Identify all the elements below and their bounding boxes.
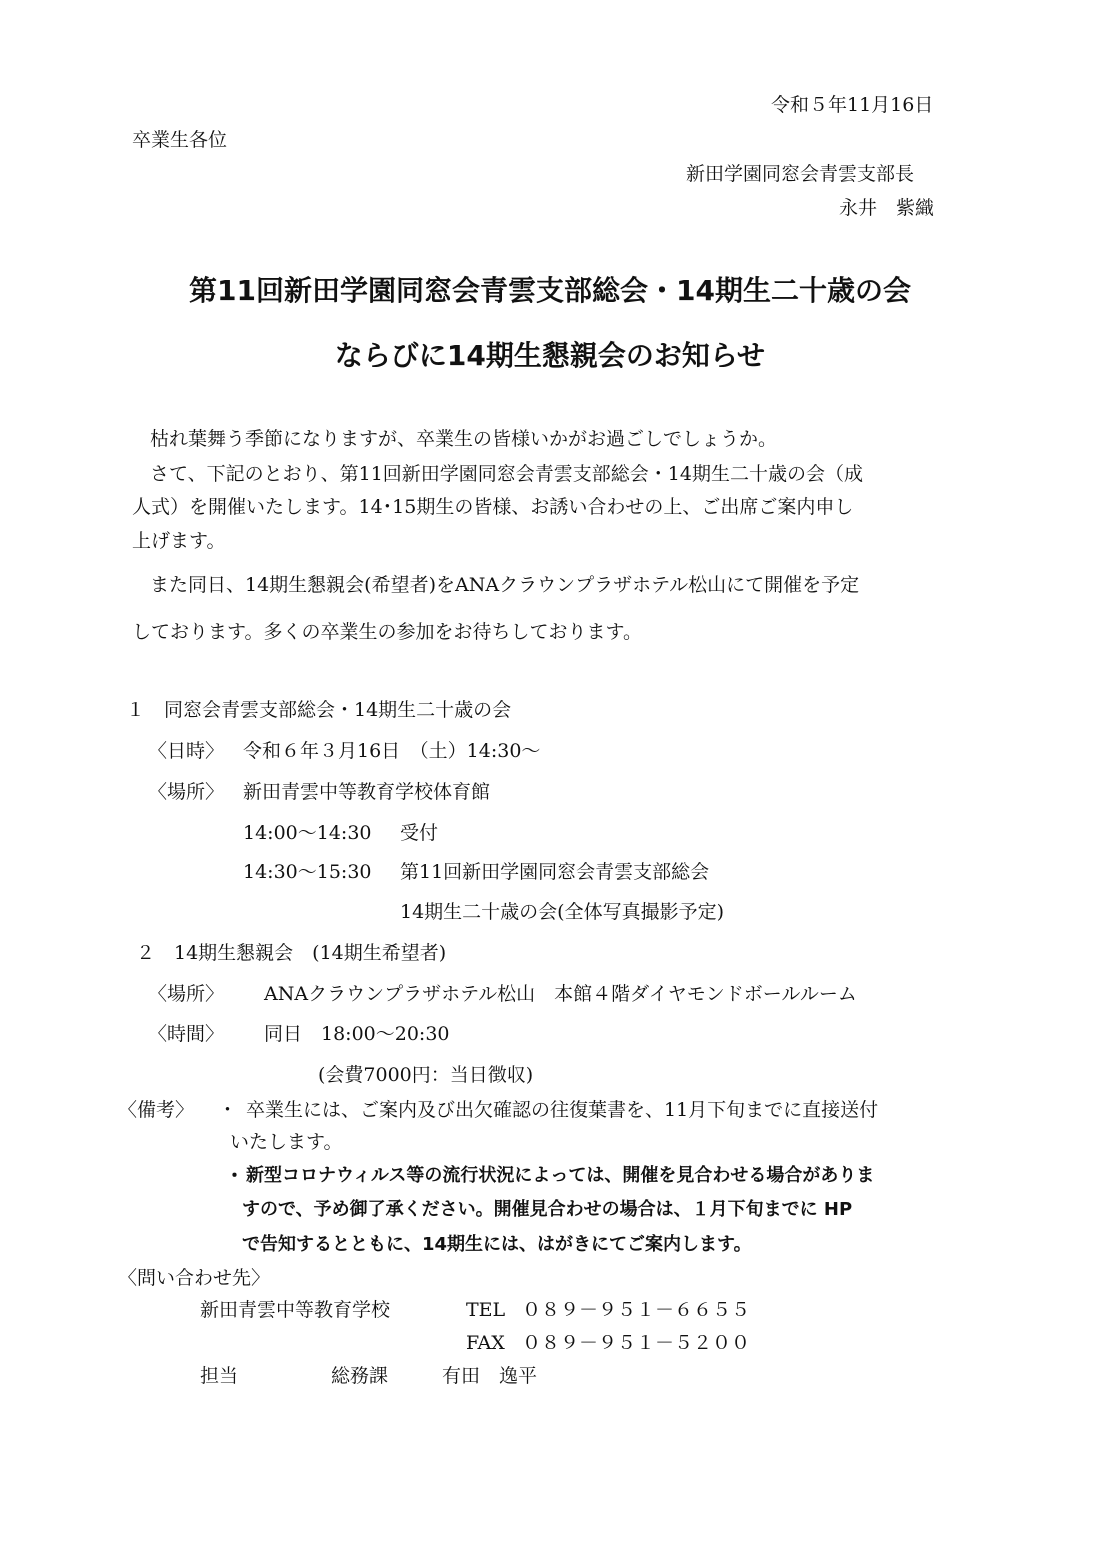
person-label: 担当 xyxy=(200,1365,239,1387)
party-place-value: ANAクラウンプラザホテル松山 本館４階ダイヤモンドボールルーム xyxy=(264,983,857,1005)
contact-label: 〈問い合わせ先〉 xyxy=(118,1267,271,1289)
schedule-time: 14:30～15:30 xyxy=(243,861,372,883)
sender-organization: 新田学園同窓会青雲支部長 xyxy=(686,163,915,185)
note-1-line-2: いたします。 xyxy=(230,1131,343,1153)
notes-label: 〈備考〉 xyxy=(118,1099,195,1121)
announcement-line-1: さて、下記のとおり、第11回新田学園同窓会青雲支部総会・14期生二十歳の会（成 xyxy=(150,463,863,485)
tel-label: TEL xyxy=(466,1299,506,1321)
party-line-2: しております。多くの卒業生の参加をお待ちしております。 xyxy=(132,621,642,643)
schedule-desc-continued: 14期生二十歳の会(全体写真撮影予定) xyxy=(400,901,725,923)
document-date: 令和５年11月16日 xyxy=(771,94,934,116)
bullet: ・ xyxy=(218,1099,238,1121)
fax-number: ０８９－９５１－５２００ xyxy=(522,1332,751,1354)
party-time-label: 〈時間〉 xyxy=(148,1023,225,1045)
schedule-desc: 受付 xyxy=(400,822,439,844)
datetime-label: 〈日時〉 xyxy=(148,740,225,762)
note-2-line-2: すので、予め御了承ください。開催見合わせの場合は、１月下旬までに HP xyxy=(242,1199,853,1220)
party-time-value: 同日 18:00～20:30 xyxy=(264,1023,450,1045)
datetime-value: 令和６年３月16日 （土）14:30～ xyxy=(243,740,541,762)
announcement-line-2: 人式）を開催いたします。14･15期生の皆様、お誘い合わせの上、ご出席ご案内申し xyxy=(132,496,854,518)
announcement-line-3: 上げます。 xyxy=(132,530,226,552)
tel-number: ０８９－９５１－６６５５ xyxy=(522,1299,751,1321)
place-label: 〈場所〉 xyxy=(148,781,225,803)
party-fee: (会費7000円：当日徴収) xyxy=(318,1064,534,1086)
sender-name: 永井 紫織 xyxy=(839,197,935,219)
note-2-line-1: 新型コロナウィルス等の流行状況によっては、開催を見合わせる場合がありま xyxy=(246,1165,875,1186)
schedule-time: 14:00～14:30 xyxy=(243,822,372,844)
contact-person: 有田 逸平 xyxy=(442,1365,538,1387)
greeting-paragraph: 枯れ葉舞う季節になりますが、卒業生の皆様いかがお過ごしでしょうか。 xyxy=(150,428,778,450)
fax-label: FAX xyxy=(466,1332,505,1354)
section-1-heading: １ 同窓会青雲支部総会・14期生二十歳の会 xyxy=(126,699,512,721)
recipient: 卒業生各位 xyxy=(132,129,228,151)
department: 総務課 xyxy=(331,1365,389,1387)
title-line-1: 第11回新田学園同窓会青雲支部総会・14期生二十歳の会 xyxy=(189,274,911,307)
schedule-desc: 第11回新田学園同窓会青雲支部総会 xyxy=(400,861,710,883)
note-2-line-3: で告知するとともに、14期生には、はがきにてご案内します。 xyxy=(242,1234,752,1255)
section-2-heading: ２ 14期生懇親会 (14期生希望者) xyxy=(136,942,447,964)
bullet: ・ xyxy=(225,1165,245,1187)
contact-school: 新田青雲中等教育学校 xyxy=(200,1299,391,1321)
party-line-1: また同日、14期生懇親会(希望者)をANAクラウンプラザホテル松山にて開催を予定 xyxy=(150,574,860,596)
party-place-label: 〈場所〉 xyxy=(148,983,225,1005)
place-value: 新田青雲中等教育学校体育館 xyxy=(243,781,491,803)
note-1-line-1: 卒業生には、ご案内及び出欠確認の往復葉書を、11月下旬までに直接送付 xyxy=(246,1099,879,1121)
title-line-2: ならびに14期生懇親会のお知らせ xyxy=(334,339,766,372)
